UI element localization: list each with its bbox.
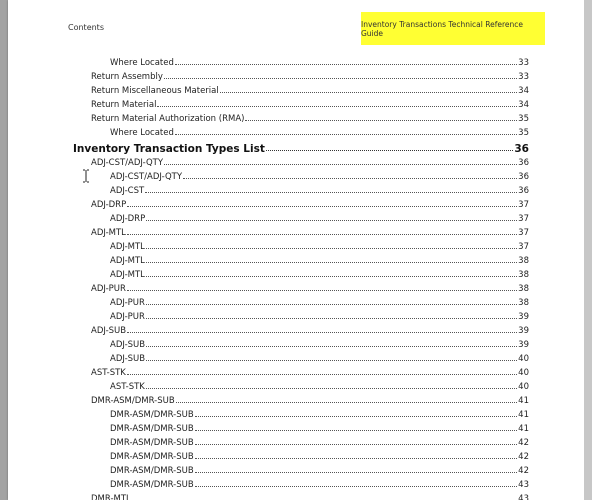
toc-entry[interactable] <box>110 267 529 280</box>
toc-entry[interactable] <box>110 125 529 138</box>
toc-entry[interactable] <box>110 477 529 490</box>
toc-dot-leader <box>146 262 517 263</box>
toc-page-number: 38 <box>518 270 529 280</box>
toc-entry-label: AST-STK <box>91 368 126 378</box>
toc-entry-label: Return Assembly <box>91 72 163 82</box>
toc-entry[interactable] <box>110 463 529 476</box>
toc-dot-leader <box>195 486 517 487</box>
toc-dot-leader <box>127 374 517 375</box>
toc-entry-label: DMR-ASM/DMR-SUB <box>91 396 175 406</box>
toc-page-number: 43 <box>518 480 529 490</box>
toc-entry-label: ADJ-MTL <box>91 228 126 238</box>
toc-dot-leader <box>175 134 517 135</box>
toc-entry-label: ADJ-CST/ADJ-QTY <box>91 158 164 168</box>
toc-entry[interactable] <box>91 491 529 500</box>
document-page <box>8 0 584 500</box>
toc-entry-label: ADJ-CST/ADJ-QTY <box>110 172 183 182</box>
toc-page-number: 42 <box>518 452 529 462</box>
toc-entry-label: Return Miscellaneous Material <box>91 86 219 96</box>
toc-section-heading[interactable] <box>73 140 529 155</box>
toc-page-number: 37 <box>518 214 529 224</box>
toc-page-number: 43 <box>518 494 529 500</box>
scroll-gutter <box>584 0 592 500</box>
toc-entry-label: ADJ-MTL <box>110 242 145 252</box>
toc-page-number: 37 <box>518 200 529 210</box>
toc-page-number: 38 <box>518 298 529 308</box>
toc-entry-label: ADJ-SUB <box>110 340 146 350</box>
toc-page-number: 36 <box>514 143 529 155</box>
toc-dot-leader <box>146 360 517 361</box>
toc-entry[interactable] <box>110 309 529 322</box>
toc-entry[interactable] <box>110 239 529 252</box>
toc-entry[interactable] <box>110 379 529 392</box>
toc-entry-label: ADJ-CST <box>110 186 145 196</box>
toc-entry[interactable] <box>110 337 529 350</box>
toc-page-number: 39 <box>518 340 529 350</box>
toc-entry[interactable] <box>110 435 529 448</box>
toc-entry-label: ADJ-SUB <box>110 354 146 364</box>
toc-entry[interactable] <box>91 83 529 96</box>
toc-dot-leader <box>146 388 517 389</box>
toc-entry-label: DMR-ASM/DMR-SUB <box>110 466 194 476</box>
toc-entry[interactable] <box>110 183 529 196</box>
toc-page-number: 36 <box>518 172 529 182</box>
toc-dot-leader <box>146 346 517 347</box>
toc-entry-label: DMR-ASM/DMR-SUB <box>110 438 194 448</box>
toc-page-number: 39 <box>518 326 529 336</box>
header-title-box <box>361 12 545 45</box>
toc-entry[interactable] <box>110 253 529 266</box>
toc-page-number: 41 <box>518 410 529 420</box>
toc-dot-leader <box>157 106 517 107</box>
toc-page-number: 36 <box>518 186 529 196</box>
toc-dot-leader <box>183 178 517 179</box>
toc-dot-leader <box>266 150 514 151</box>
toc-dot-leader <box>175 64 517 65</box>
toc-dot-leader <box>146 304 517 305</box>
text-cursor-icon <box>82 169 90 183</box>
toc-entry-label: ADJ-MTL <box>110 270 145 280</box>
toc-page-number: 41 <box>518 424 529 434</box>
toc-page-number: 34 <box>518 86 529 96</box>
toc-entry[interactable] <box>110 351 529 364</box>
toc-entry-label: DMR-ASM/DMR-SUB <box>110 452 194 462</box>
toc-page-number: 41 <box>518 396 529 406</box>
toc-entry-label: ADJ-MTL <box>110 256 145 266</box>
toc-page-number: 42 <box>518 438 529 448</box>
toc-dot-leader <box>176 402 517 403</box>
toc-entry[interactable] <box>110 407 529 420</box>
toc-dot-leader <box>195 416 517 417</box>
toc-dot-leader <box>146 276 517 277</box>
toc-page-number: 33 <box>518 58 529 68</box>
toc-dot-leader <box>195 472 517 473</box>
toc-dot-leader <box>145 192 517 193</box>
toc-entry-label: ADJ-PUR <box>110 312 145 322</box>
toc-dot-leader <box>146 220 517 221</box>
toc-entry[interactable] <box>110 295 529 308</box>
toc-entry-label: ADJ-SUB <box>91 326 127 336</box>
toc-page-number: 38 <box>518 256 529 266</box>
toc-entry-label: DMR-ASM/DMR-SUB <box>110 410 194 420</box>
toc-page-number: 40 <box>518 354 529 364</box>
toc-page-number: 39 <box>518 312 529 322</box>
toc-entry-label: DMR-ASM/DMR-SUB <box>110 424 194 434</box>
toc-page-number: 37 <box>518 242 529 252</box>
toc-dot-leader <box>245 120 517 121</box>
toc-page-number: 34 <box>518 100 529 110</box>
toc-entry[interactable] <box>110 421 529 434</box>
toc-page-number: 36 <box>518 158 529 168</box>
toc-dot-leader <box>164 78 517 79</box>
toc-entry[interactable] <box>110 169 529 182</box>
toc-entry[interactable] <box>91 281 529 294</box>
toc-entry[interactable] <box>91 111 529 124</box>
toc-entry[interactable] <box>91 323 529 336</box>
toc-page-number: 40 <box>518 382 529 392</box>
toc-dot-leader <box>146 318 517 319</box>
header-title: Inventory Transactions Technical Reference Guide <box>361 19 523 38</box>
toc-entry-label: ADJ-PUR <box>91 284 126 294</box>
toc-dot-leader <box>146 248 517 249</box>
toc-entry-label: DMR-ASM/DMR-SUB <box>110 480 194 490</box>
toc-entry[interactable] <box>91 155 529 168</box>
toc-entry-label: Inventory Transaction Types List <box>73 143 265 155</box>
header-contents-label: Contents <box>68 23 104 32</box>
toc-entry-label: ADJ-DRP <box>110 214 146 224</box>
toc-entry[interactable] <box>91 365 529 378</box>
toc-page-number: 33 <box>518 72 529 82</box>
toc-dot-leader <box>127 332 517 333</box>
toc-entry[interactable] <box>91 225 529 238</box>
toc-dot-leader <box>127 234 517 235</box>
toc-entry-label: Where Located <box>110 128 174 138</box>
toc-entry[interactable] <box>91 393 529 406</box>
toc-page-number: 38 <box>518 284 529 294</box>
toc-entry[interactable] <box>110 55 529 68</box>
toc-dot-leader <box>195 458 517 459</box>
toc-entry-label: Return Material <box>91 100 157 110</box>
toc-entry[interactable] <box>91 69 529 82</box>
toc-entry[interactable] <box>91 97 529 110</box>
toc-dot-leader <box>127 290 517 291</box>
toc-entry[interactable] <box>91 197 529 210</box>
toc-dot-leader <box>164 164 517 165</box>
toc-entry[interactable] <box>110 449 529 462</box>
toc-entry-label: AST-STK <box>110 382 145 392</box>
toc-dot-leader <box>220 92 517 93</box>
toc-page-number: 40 <box>518 368 529 378</box>
toc-entry-label: ADJ-PUR <box>110 298 145 308</box>
toc-dot-leader <box>195 430 517 431</box>
toc-entry-label: ADJ-DRP <box>91 200 127 210</box>
toc-page-number: 35 <box>518 128 529 138</box>
toc-page-number: 42 <box>518 466 529 476</box>
toc-page-number: 37 <box>518 228 529 238</box>
toc-dot-leader <box>195 444 517 445</box>
toc-page-number: 35 <box>518 114 529 124</box>
toc-dot-leader <box>127 206 517 207</box>
toc-entry-label: Return Material Authorization (RMA) <box>91 114 245 124</box>
toc-entry[interactable] <box>110 211 529 224</box>
toc-entry-label: Where Located <box>110 58 174 68</box>
toc-entry-label: DMR-MTL <box>91 494 131 500</box>
